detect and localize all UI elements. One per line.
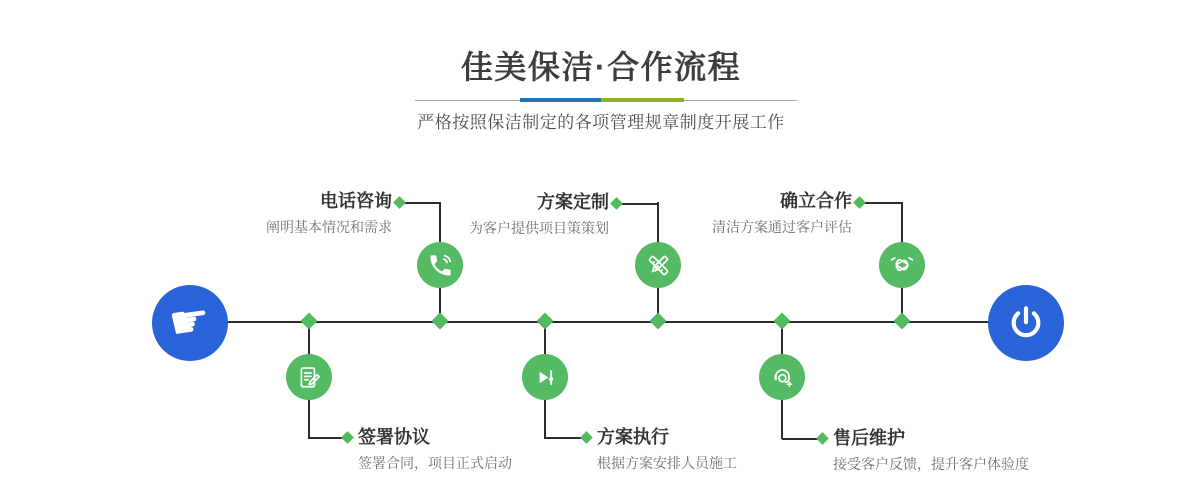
connector-elbow-step5 — [860, 202, 903, 204]
page-subtitle: 严格按照保洁制定的各项管理规章制度开展工作 — [417, 113, 785, 132]
title-divider-green-segment — [601, 98, 684, 102]
timeline-node-diamond — [774, 313, 791, 330]
step-desc: 根据方案安排人员施工 — [597, 455, 737, 472]
timeline-node-diamond — [650, 313, 667, 330]
label-diamond-step1 — [393, 196, 406, 209]
step-icon-circle-contract — [286, 354, 332, 400]
step-label-establish-coop — [712, 190, 852, 238]
step-title: 方案定制 — [537, 192, 609, 212]
step-title: 签署协议 — [358, 427, 430, 447]
step-desc: 清洁方案通过客户评估 — [712, 219, 852, 236]
page-title: 佳美保洁·合作流程 — [460, 49, 742, 85]
step-title: 电话咨询 — [320, 191, 392, 211]
timeline-end-node — [988, 285, 1064, 361]
connector-elbow-step3 — [617, 203, 659, 205]
step-label-aftersales — [833, 427, 1029, 475]
timeline-node-diamond — [894, 313, 911, 330]
step-icon-circle-execute — [522, 354, 568, 400]
step-desc: 为客户提供项目策策划 — [469, 220, 609, 237]
timeline-node-diamond — [432, 313, 449, 330]
title-divider-blue-segment — [520, 98, 601, 102]
step-label-phone-consult — [266, 190, 392, 238]
step-title: 售后维护 — [833, 428, 905, 448]
step-desc: 阐明基本情况和需求 — [266, 219, 392, 236]
step-icon-circle-design — [635, 242, 681, 288]
contract-pen-icon — [296, 364, 323, 391]
step-title: 方案执行 — [597, 427, 669, 447]
phone-icon — [427, 252, 454, 279]
power-icon — [1006, 303, 1046, 343]
design-tools-icon — [645, 252, 672, 279]
label-diamond-step5 — [853, 196, 866, 209]
timeline-main-line — [228, 321, 988, 323]
timeline-node-diamond — [537, 313, 554, 330]
handshake-icon — [888, 251, 916, 279]
step-title: 确立合作 — [780, 191, 852, 211]
timeline-node-diamond — [301, 313, 318, 330]
step-desc: 签署合同，项目正式启动 — [358, 455, 512, 472]
step-icon-circle-handshake — [879, 242, 925, 288]
step-icon-circle-phone — [417, 242, 463, 288]
label-diamond-step6 — [816, 432, 829, 445]
label-diamond-step4 — [580, 431, 593, 444]
play-slider-icon — [532, 364, 559, 391]
step-desc: 接受客户反馈，提升客户体验度 — [833, 456, 1029, 473]
step-label-sign-agreement — [358, 426, 512, 474]
step-label-plan-execute — [597, 426, 737, 474]
headset-plus-icon — [769, 364, 796, 391]
connector-elbow-step1 — [400, 202, 441, 204]
step-icon-circle-service — [759, 354, 805, 400]
label-diamond-step3 — [610, 197, 623, 210]
timeline-start-node — [152, 285, 228, 361]
pointing-hand-icon: ☛ — [165, 291, 215, 351]
step-label-plan-custom — [469, 191, 609, 239]
label-diamond-step2 — [341, 431, 354, 444]
